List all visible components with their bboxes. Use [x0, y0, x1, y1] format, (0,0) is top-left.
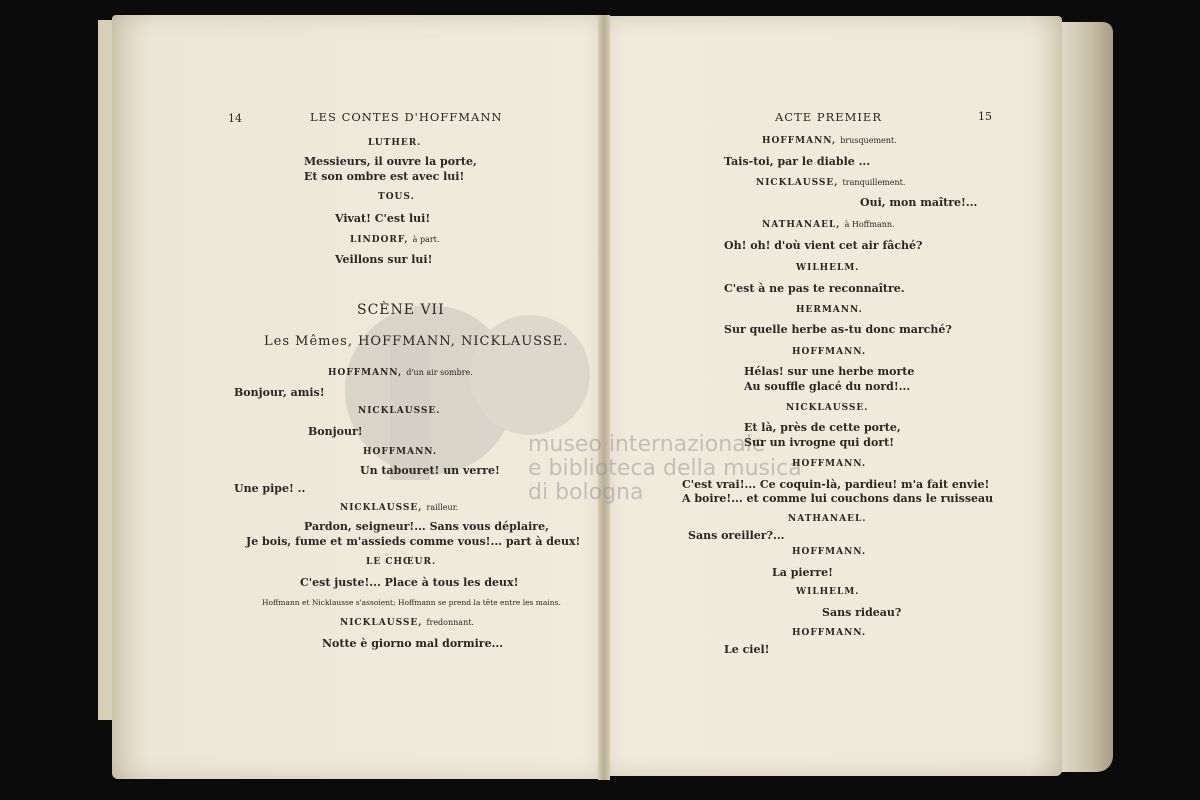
speaker-name: HOFFMANN. — [363, 447, 438, 457]
right-running-head: ACTE PREMIER — [775, 110, 882, 124]
speaker-name: TOUS. — [378, 192, 415, 202]
right-page-number: 15 — [978, 110, 992, 123]
speaker-name: NICKLAUSSE. — [786, 403, 869, 413]
verse-line: Veillons sur lui! — [335, 253, 433, 266]
speaker-name: NATHANAEL. — [788, 514, 867, 524]
speaker-name: WILHELM. — [796, 587, 860, 597]
verse-line: Sur un ivrogne qui dort! — [744, 436, 895, 449]
verse-line: Oh! oh! d'où vient cet air fâché? — [724, 239, 923, 252]
verse-line: Hélas! sur une herbe morte — [744, 365, 915, 378]
speaker-name: NATHANAEL, à Hoffmann. — [762, 220, 895, 230]
speaker-name: LINDORF, à part. — [350, 235, 440, 245]
verse-line: Pardon, seigneur!... Sans vous déplaire, — [304, 520, 549, 533]
verse-line: Bonjour! — [308, 425, 363, 438]
verse-line: Tais-toi, par le diable ... — [724, 155, 871, 168]
verse-line: Au souffle glacé du nord!... — [744, 380, 911, 393]
verse-line: Sans rideau? — [822, 606, 902, 619]
verse-line: Un tabouret! un verre! — [360, 464, 500, 477]
stage-direction: Hoffmann et Nicklausse s'assoient; Hoffmann se prend la tête entre les mains. — [262, 598, 561, 607]
scene-heading: SCÈNE VII — [357, 302, 445, 318]
speaker-name: WILHELM. — [796, 263, 860, 273]
verse-line: Vivat! C'est lui! — [335, 212, 431, 225]
verse-line: Messieurs, il ouvre la porte, — [304, 155, 477, 168]
speaker-name: HOFFMANN. — [792, 547, 867, 557]
speaker-name: HOFFMANN. — [792, 459, 867, 469]
verse-line: Je bois, fume et m'assieds comme vous!... part à deux! — [246, 535, 581, 548]
speaker-name: HOFFMANN, brusquement. — [762, 136, 897, 146]
verse-line: La pierre! — [772, 566, 833, 579]
speaker-name: LUTHER. — [368, 138, 422, 148]
verse-line: Et là, près de cette porte, — [744, 421, 901, 434]
speaker-name: HOFFMANN. — [792, 628, 867, 638]
watermark-line-3: di bologna — [528, 480, 644, 505]
speaker-name: HERMANN. — [796, 305, 863, 315]
stage-direction: brusquement. — [840, 136, 897, 145]
cast-list: Les Mêmes, HOFFMANN, NICKLAUSSE. — [264, 334, 569, 349]
verse-line: A boire!... et comme lui couchons dans le ruisseau — [682, 492, 994, 505]
watermark-line-1: museo internazionale — [528, 432, 766, 457]
stage-direction: tranquillement. — [842, 178, 906, 187]
verse-line: Et son ombre est avec lui! — [304, 170, 465, 183]
watermark-line-2: e biblioteca della musica — [528, 456, 802, 481]
stage-direction: d'un air sombre. — [406, 368, 473, 377]
stage-direction: à Hoffmann. — [844, 220, 895, 229]
stage-direction: fredonnant. — [426, 618, 474, 627]
verse-line: C'est à ne pas te reconnaître. — [724, 282, 905, 295]
verse-line: C'est juste!... Place à tous les deux! — [300, 576, 519, 589]
verse-line: Bonjour, amis! — [234, 386, 325, 399]
right-page-edges — [1058, 22, 1113, 772]
speaker-name: NICKLAUSSE, tranquillement. — [756, 178, 906, 188]
verse-line: Sans oreiller?... — [688, 529, 785, 542]
left-running-head: LES CONTES D'HOFFMANN — [310, 110, 503, 124]
left-page-number: 14 — [228, 112, 242, 125]
speaker-name: NICKLAUSSE, railleur. — [340, 503, 459, 513]
speaker-name: NICKLAUSSE. — [358, 406, 441, 416]
verse-line: C'est vrai!... Ce coquin-là, pardieu! m'a fait envie! — [682, 478, 990, 491]
verse-line: Une pipe! .. — [234, 482, 306, 495]
right-page — [604, 16, 1062, 776]
verse-line: Oui, mon maître!... — [860, 196, 978, 209]
speaker-name: NICKLAUSSE, fredonnant. — [340, 618, 474, 628]
verse-line: Le ciel! — [724, 643, 770, 656]
speaker-name: HOFFMANN, d'un air sombre. — [328, 368, 473, 378]
verse-line: Notte è giorno mal dormire... — [322, 637, 504, 650]
stage-direction: railleur. — [426, 503, 459, 512]
stage-direction: à part. — [412, 235, 440, 244]
verse-line: Sur quelle herbe as-tu donc marché? — [724, 323, 952, 336]
speaker-name: LE CHŒUR. — [366, 557, 437, 567]
speaker-name: HOFFMANN. — [792, 347, 867, 357]
